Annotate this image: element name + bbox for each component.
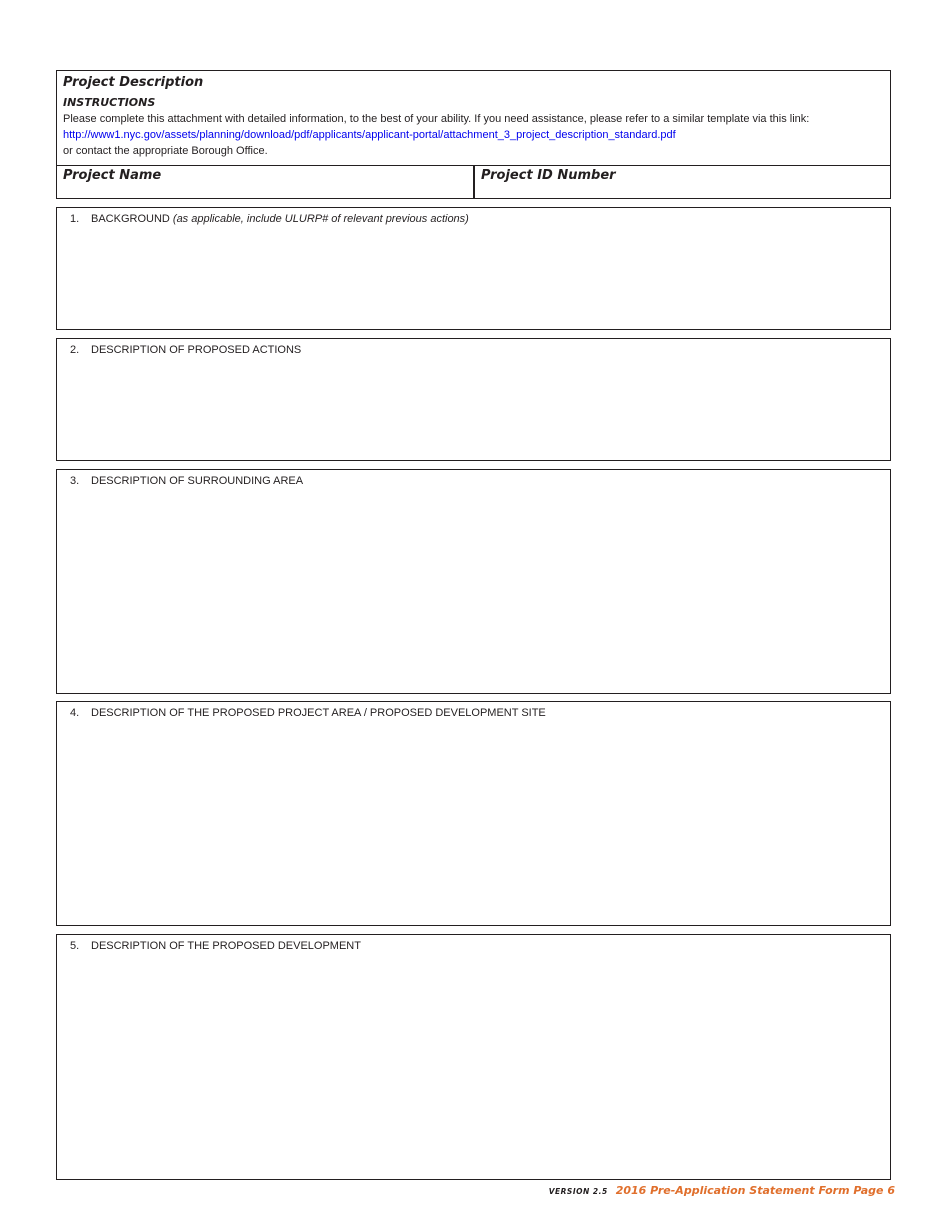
project-description-header — [56, 70, 891, 199]
section-title: DESCRIPTION OF THE PROPOSED DEVELOPMENT — [91, 940, 361, 952]
page-footer — [549, 1184, 895, 1197]
footer-title: 2016 Pre-Application Statement Form Page 6 — [615, 1184, 895, 1197]
section-proposed-actions[interactable] — [56, 338, 891, 461]
section-label — [70, 939, 361, 953]
version-label: VERSION 2.5 — [548, 1187, 608, 1196]
page-title: Project Description — [63, 75, 204, 90]
section-hint: (as applicable, include ULURP# of relevant previous actions) — [172, 213, 469, 225]
contact-text: or contact the appropriate Borough Office. — [63, 145, 268, 157]
section-number: 1. — [70, 213, 80, 225]
section-title: BACKGROUND — [91, 213, 170, 225]
section-surrounding-area[interactable] — [56, 469, 891, 694]
project-name-label: Project Name — [63, 168, 162, 183]
project-id-field[interactable] — [475, 166, 890, 198]
instructions-block — [57, 71, 890, 165]
instructions-text: Please complete this attachment with detailed information, to the best of your ability. If you need assistance, please refer to a similar template via this link: — [63, 113, 810, 125]
section-project-area[interactable] — [56, 701, 891, 926]
section-background[interactable] — [56, 207, 891, 330]
section-title: DESCRIPTION OF PROPOSED ACTIONS — [91, 344, 302, 356]
section-proposed-development[interactable] — [56, 934, 891, 1180]
section-label — [70, 212, 469, 226]
section-title: DESCRIPTION OF SURROUNDING AREA — [91, 475, 304, 487]
section-number: 2. — [70, 344, 80, 356]
section-title: DESCRIPTION OF THE PROPOSED PROJECT AREA / PROPOSED DEVELOPMENT SITE — [91, 707, 546, 719]
section-number: 4. — [70, 707, 80, 719]
section-label — [70, 706, 546, 720]
project-name-field[interactable] — [57, 166, 475, 198]
instructions-title: INSTRUCTIONS — [63, 96, 156, 109]
section-label — [70, 474, 303, 488]
project-id-label: Project ID Number — [481, 168, 616, 183]
section-number: 5. — [70, 940, 80, 952]
project-name-row — [57, 165, 890, 198]
section-label — [70, 343, 301, 357]
template-link[interactable]: http://www1.nyc.gov/assets/planning/download/pdf/applicants/applicant-portal/attachment_3_project_description_standard.pdf — [63, 129, 676, 141]
section-number: 3. — [70, 475, 80, 487]
